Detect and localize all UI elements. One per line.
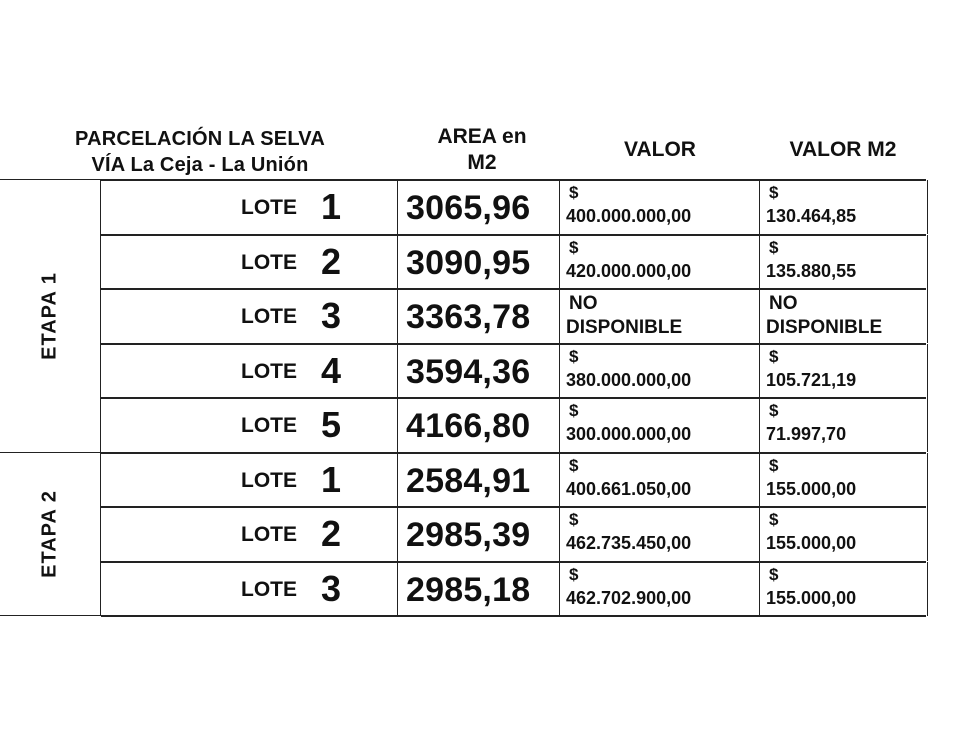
valor-m2-cell <box>759 344 928 398</box>
lote-cell <box>101 180 397 234</box>
valor-currency: NO <box>569 293 598 314</box>
area-header-line1: AREA en <box>437 125 527 148</box>
lote-cell <box>101 289 397 343</box>
lote-word: LOTE <box>241 414 297 437</box>
valor-m2-amount: 155.000,00 <box>766 533 857 553</box>
area-value: 3363,78 <box>406 298 531 336</box>
valor-m2-cell <box>759 562 928 616</box>
lote-word: LOTE <box>241 523 297 546</box>
valor-m2-amount: 155.000,00 <box>766 479 857 499</box>
valor-currency: $ <box>569 238 579 257</box>
etapa-2-group <box>0 452 101 616</box>
valor-amount: 400.000.000,00 <box>566 206 692 226</box>
valor-currency: $ <box>569 183 579 202</box>
lote-number: 3 <box>321 295 342 336</box>
lote-word: LOTE <box>241 196 297 219</box>
valor-currency: $ <box>569 456 579 475</box>
area-column-header <box>404 124 560 176</box>
area-header-line2: M2 <box>467 151 497 174</box>
valor-m2-currency: $ <box>769 456 779 475</box>
valor-currency: $ <box>569 347 579 366</box>
valor-m2-amount: 130.464,85 <box>766 206 857 226</box>
area-value: 3090,95 <box>406 244 531 282</box>
valor-m2-cell <box>759 235 928 289</box>
lote-number: 3 <box>321 568 342 609</box>
table-row <box>101 289 926 343</box>
area-cell <box>397 453 558 507</box>
table-row <box>101 562 926 616</box>
lote-number: 1 <box>321 459 342 500</box>
lote-cell <box>101 507 397 561</box>
valor-currency: $ <box>569 401 579 420</box>
table-row <box>101 453 926 507</box>
valor-amount: DISPONIBLE <box>566 317 683 338</box>
valor-m2-currency: $ <box>769 510 779 529</box>
area-value: 2985,39 <box>406 516 531 554</box>
lote-word: LOTE <box>241 360 297 383</box>
area-cell <box>397 235 558 289</box>
valor-cell <box>559 398 758 452</box>
table-row <box>101 235 926 289</box>
valor-m2-cell <box>759 453 928 507</box>
project-title-line1: PARCELACIÓN LA SELVA <box>75 128 325 150</box>
valor-m2-amount: 155.000,00 <box>766 588 857 608</box>
lote-word: LOTE <box>241 251 297 274</box>
valor-cell <box>559 180 758 234</box>
valor-m2-cell <box>759 507 928 561</box>
valor-currency: $ <box>569 565 579 584</box>
valor-cell <box>559 507 758 561</box>
valor-m2-cell <box>759 180 928 234</box>
valor-amount: 400.661.050,00 <box>566 479 692 499</box>
valor-m2-currency: $ <box>769 347 779 366</box>
valor-amount: 300.000.000,00 <box>566 424 692 444</box>
lote-word: LOTE <box>241 305 297 328</box>
valor-m2-cell <box>759 289 928 343</box>
valor-m2-amount: DISPONIBLE <box>766 317 883 338</box>
valor-cell <box>559 235 758 289</box>
lote-cell <box>101 235 397 289</box>
table-row <box>101 180 926 234</box>
lote-cell <box>101 398 397 452</box>
etapa-1-label: ETAPA 1 <box>38 272 61 360</box>
area-cell <box>397 180 558 234</box>
lote-word: LOTE <box>241 469 297 492</box>
area-value: 2584,91 <box>406 462 531 500</box>
table-row <box>101 507 926 561</box>
valor-currency: $ <box>569 510 579 529</box>
valor-cell <box>559 453 758 507</box>
area-value: 4166,80 <box>406 407 531 445</box>
table-bottom-rule <box>101 615 926 617</box>
lote-cell <box>101 453 397 507</box>
valor-column-header: VALOR <box>624 138 696 161</box>
valor-m2-currency: NO <box>769 293 798 314</box>
valor-m2-column-header: VALOR M2 <box>789 138 897 161</box>
area-cell <box>397 344 558 398</box>
lote-word: LOTE <box>241 578 297 601</box>
valor-cell <box>559 344 758 398</box>
valor-m2-currency: $ <box>769 401 779 420</box>
area-cell <box>397 562 558 616</box>
etapa-1-group <box>0 179 101 453</box>
valor-m2-cell <box>759 398 928 452</box>
valor-cell <box>559 289 758 343</box>
table-row <box>101 398 926 452</box>
etapa-2-label: ETAPA 2 <box>38 490 61 578</box>
valor-amount: 462.735.450,00 <box>566 533 692 553</box>
area-value: 3594,36 <box>406 353 531 391</box>
lote-cell <box>101 344 397 398</box>
valor-m2-currency: $ <box>769 183 779 202</box>
valor-cell <box>559 562 758 616</box>
area-cell <box>397 507 558 561</box>
project-title <box>30 126 370 178</box>
area-value: 3065,96 <box>406 189 531 227</box>
area-cell <box>397 289 558 343</box>
table-row <box>101 344 926 398</box>
valor-m2-currency: $ <box>769 238 779 257</box>
lote-number: 2 <box>321 513 342 554</box>
lote-cell <box>101 562 397 616</box>
valor-m2-currency: $ <box>769 565 779 584</box>
lote-number: 5 <box>321 404 342 445</box>
lote-number: 1 <box>321 186 342 227</box>
valor-amount: 380.000.000,00 <box>566 370 692 390</box>
valor-amount: 420.000.000,00 <box>566 261 692 281</box>
lote-number: 2 <box>321 241 342 282</box>
project-title-line2: VÍA La Ceja - La Unión <box>91 154 309 176</box>
area-value: 2985,18 <box>406 571 531 609</box>
valor-m2-amount: 71.997,70 <box>766 424 847 444</box>
valor-amount: 462.702.900,00 <box>566 588 692 608</box>
valor-m2-amount: 135.880,55 <box>766 261 857 281</box>
valor-m2-amount: 105.721,19 <box>766 370 857 390</box>
lote-number: 4 <box>321 350 342 391</box>
area-cell <box>397 398 558 452</box>
